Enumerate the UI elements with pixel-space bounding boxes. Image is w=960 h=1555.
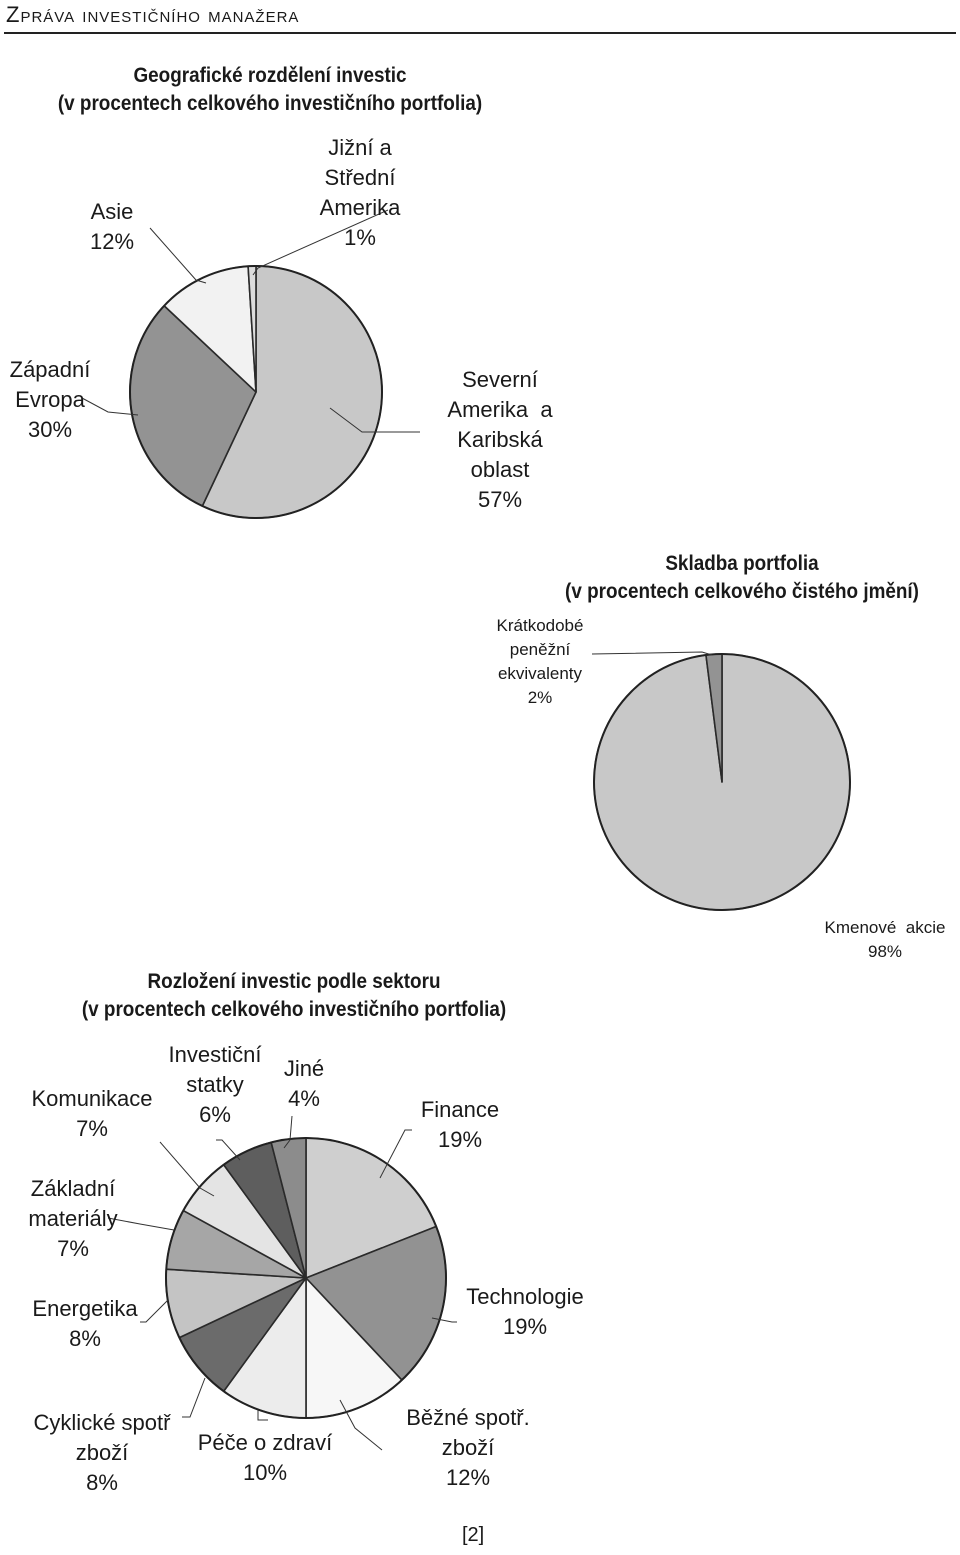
slice-label-name: Péče o zdraví — [197, 1430, 333, 1455]
slice-label-name: Komunikace — [31, 1086, 153, 1111]
slice-label-name: Kmenové akcie — [824, 918, 946, 937]
slice-label-value: 2% — [527, 688, 553, 707]
pie-geographic — [130, 266, 382, 518]
pie-sector-allocation — [166, 1138, 446, 1418]
chart-sector-title: Rozložení investic podle sektoru — [147, 970, 441, 993]
page-reference: [2] — [462, 1524, 485, 1546]
slice-label-value: 1% — [344, 225, 376, 250]
slice-label-name: Běžné spotř. zboží — [406, 1405, 530, 1460]
chart-portfolio-subtitle: (v procentech celkového čistého jmění) — [565, 580, 919, 603]
slice-label-value: 98% — [867, 942, 903, 961]
slice-label-jizni-a-stredni-amerika — [300, 133, 420, 253]
slice-label-value: 30% — [27, 417, 73, 442]
pie-portfolio-composition — [594, 654, 850, 910]
slice-label-name: Cyklické spotř zboží — [33, 1410, 171, 1465]
slice-label-kratkodobe-penezni-ekvivalenty — [480, 614, 600, 710]
slice-label-name: Finance — [420, 1097, 500, 1122]
slice-label-name: Jiné — [283, 1056, 325, 1081]
slice-label-value: 57% — [477, 487, 523, 512]
chart-geo-subtitle: (v procentech celkového investičního portfolia) — [57, 92, 483, 115]
slice-label-name: Západní Evropa — [9, 357, 91, 412]
slice-label-value: 4% — [288, 1086, 320, 1111]
leader-line-cyklicke-spotr-zbozi — [182, 1378, 205, 1417]
slice-label-kmenove-akcie — [810, 916, 960, 964]
slice-label-value: 19% — [437, 1127, 483, 1152]
slice-label-name: Technologie — [466, 1284, 584, 1309]
slice-label-name: Jižní a Střední Amerika — [319, 135, 401, 220]
slice-label-technologie — [455, 1282, 595, 1342]
slice-label-finance — [405, 1095, 515, 1155]
slice-label-komunikace — [22, 1084, 162, 1144]
slice-label-name: Energetika — [32, 1296, 138, 1321]
slice-label-value: 10% — [242, 1460, 288, 1485]
leader-line-asie — [150, 228, 206, 283]
slice-label-value: 8% — [86, 1470, 118, 1495]
slice-label-asie — [80, 197, 144, 257]
slice-label-zapadni-evropa — [0, 355, 100, 445]
chart-geo-title: Geografické rozdělení investic — [133, 64, 407, 87]
slice-label-jine — [276, 1054, 332, 1114]
slice-label-value: 7% — [76, 1116, 108, 1141]
slice-label-value: 8% — [69, 1326, 101, 1351]
slice-label-name: Asie — [90, 199, 134, 224]
slice-label-zakladni-materialy — [18, 1174, 128, 1264]
slice-label-name: Základní materiály — [28, 1176, 118, 1231]
slice-label-value: 7% — [57, 1236, 89, 1261]
slice-label-bezne-spotr-zbozi — [398, 1403, 538, 1493]
slice-label-value: 12% — [89, 229, 135, 254]
slice-label-name: Investiční statky — [168, 1042, 262, 1097]
slice-label-value: 6% — [199, 1102, 231, 1127]
slice-label-energetika — [20, 1294, 150, 1354]
slice-label-investicni-statky — [155, 1040, 275, 1130]
slice-label-value: 19% — [502, 1314, 548, 1339]
leader-line-kratkodobe-penezni-ekvivalenty — [592, 652, 712, 655]
slice-label-cyklicke-spotr-zbozi — [22, 1408, 182, 1498]
slice-label-name: Severní Amerika a Karibská oblast — [447, 367, 553, 482]
page-header-title: Zpráva investičního manažera — [6, 2, 300, 27]
chart-portfolio-title: Skladba portfolia — [665, 552, 819, 575]
slice-label-name: Krátkodobé peněžní ekvivalenty — [496, 616, 584, 683]
slice-label-pece-o-zdravi — [190, 1428, 340, 1488]
slice-label-severni-amerika-a-karibska-oblast — [430, 365, 570, 515]
chart-sector-subtitle: (v procentech celkového investičního portfolia) — [81, 998, 507, 1021]
slice-label-value: 12% — [445, 1465, 491, 1490]
